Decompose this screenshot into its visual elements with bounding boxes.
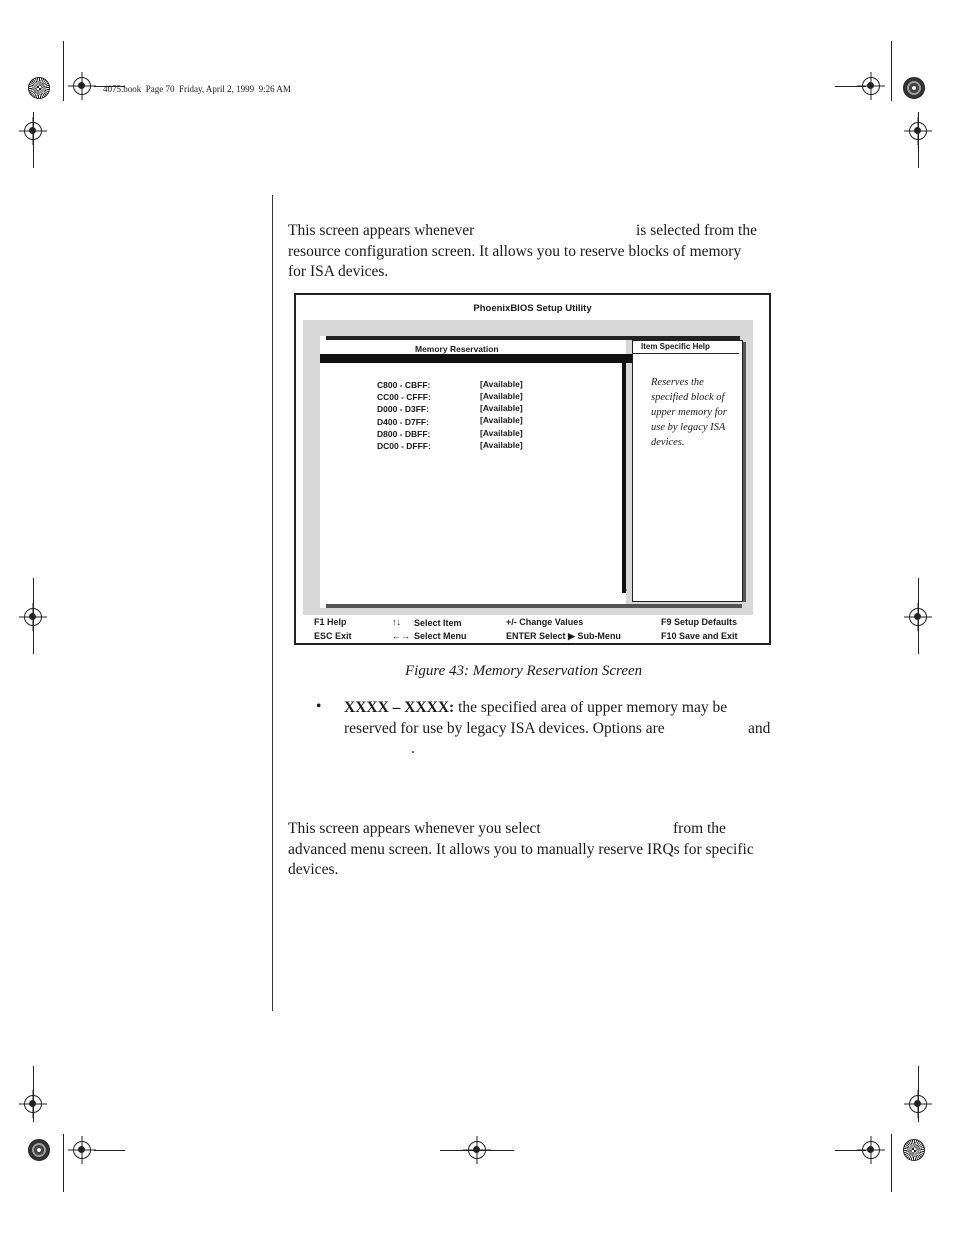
intro-line1-a: This screen appears whenever [288,222,475,239]
crop-line [63,41,64,101]
bullet-text-2a: reserved for use by legacy ISA devices. Options are [344,719,665,737]
color-bar-star-icon [28,77,50,99]
memory-range[interactable]: D000 - D3FF: [377,404,429,414]
irq-line3: devices. [288,861,339,878]
bullet-text-1: the specified area of upper memory may be [454,699,728,716]
bullet-term: XXXX – XXXX: [344,699,455,716]
intro-line2: resource configuration screen. It allows you to reserve blocks of memory [288,242,742,260]
footer-esc-exit[interactable]: ESC Exit [314,631,352,641]
bullet-paragraph [344,698,784,760]
registration-mark-icon [73,1141,91,1159]
memory-range[interactable]: D400 - D7FF: [377,417,429,427]
scrollbar[interactable] [622,363,626,593]
help-text: Reserves the specified block of upper memory for use by legacy ISA devices. [651,377,727,448]
irq-line1-b: from the [673,820,726,837]
bios-main-panel [320,336,626,608]
footer-f10-save-exit[interactable]: F10 Save and Exit [661,631,738,641]
leftright-arrow-icon: ←→ [392,631,410,641]
memory-value[interactable]: [Available] [480,440,523,450]
footer-enter-select[interactable]: ENTER Select ▶ Sub-Menu [506,631,621,641]
figure-caption: Figure 43: Memory Reservation Screen [405,663,643,679]
registration-mark-icon [24,122,42,140]
registration-mark-icon [909,1095,927,1113]
footer-change-values[interactable]: +/- Change Values [506,617,584,627]
memory-value[interactable]: [Available] [480,379,523,389]
memory-value[interactable]: [Available] [480,415,523,425]
memory-range[interactable]: CC00 - CFFF: [377,392,431,402]
irq-paragraph [288,819,778,881]
footer-f9-defaults[interactable]: F9 Setup Defaults [661,617,738,627]
registration-mark-icon [909,122,927,140]
bullet-text-3: . [411,740,415,757]
bios-title: PhoenixBIOS Setup Utility [473,303,592,314]
registration-mark-icon [862,1141,880,1159]
crop-line [63,1134,64,1192]
help-panel-header: Item Specific Help [632,340,739,354]
registration-mark-icon [73,77,91,95]
memory-value[interactable]: [Available] [480,403,523,413]
footer-select-item[interactable]: Select Item [414,618,462,628]
memory-range[interactable]: DC00 - DFFF: [377,441,431,451]
intro-paragraph [288,221,778,283]
intro-line1-b: is selected from the [636,222,757,239]
bios-screen-figure [294,293,771,645]
memory-value[interactable]: [Available] [480,428,523,438]
crop-line [891,41,892,101]
intro-line3: for ISA devices. [288,263,389,280]
crop-line [891,1134,892,1192]
irq-line2: advanced menu screen. It allows you to manually reserve IRQs for specific [288,840,754,858]
registration-mark-icon [862,77,880,95]
color-bar-star-icon [903,1139,925,1161]
bios-bottom-bar [326,604,742,608]
memory-range[interactable]: D800 - DBFF: [377,429,431,439]
irq-line1-a: This screen appears whenever you select [288,820,541,837]
crop-line [94,1150,125,1151]
footer-select-menu[interactable]: Select Menu [414,631,467,641]
footer-f1-help[interactable]: F1 Help [314,617,347,627]
memory-range[interactable]: C800 - CBFF: [377,380,431,390]
scroll-down-arrow-icon[interactable]: ▼ [622,589,628,595]
updown-arrow-icon: ↑↓ [392,617,401,627]
registration-mark-icon [909,608,927,626]
bullet-text-2b: and [748,719,771,737]
color-bar-circle-icon [903,77,925,99]
bios-menu-label: Memory Reservation [415,344,499,354]
memory-value[interactable]: [Available] [480,391,523,401]
bullet-marker: • [316,698,322,715]
registration-mark-icon [468,1141,486,1159]
margin-rule [272,195,273,1011]
registration-mark-icon [24,608,42,626]
registration-mark-icon [24,1095,42,1113]
color-bar-circle-icon [28,1139,50,1161]
print-slug: 4075.book Page 70 Friday, April 2, 1999 9:26 AM [103,84,291,94]
